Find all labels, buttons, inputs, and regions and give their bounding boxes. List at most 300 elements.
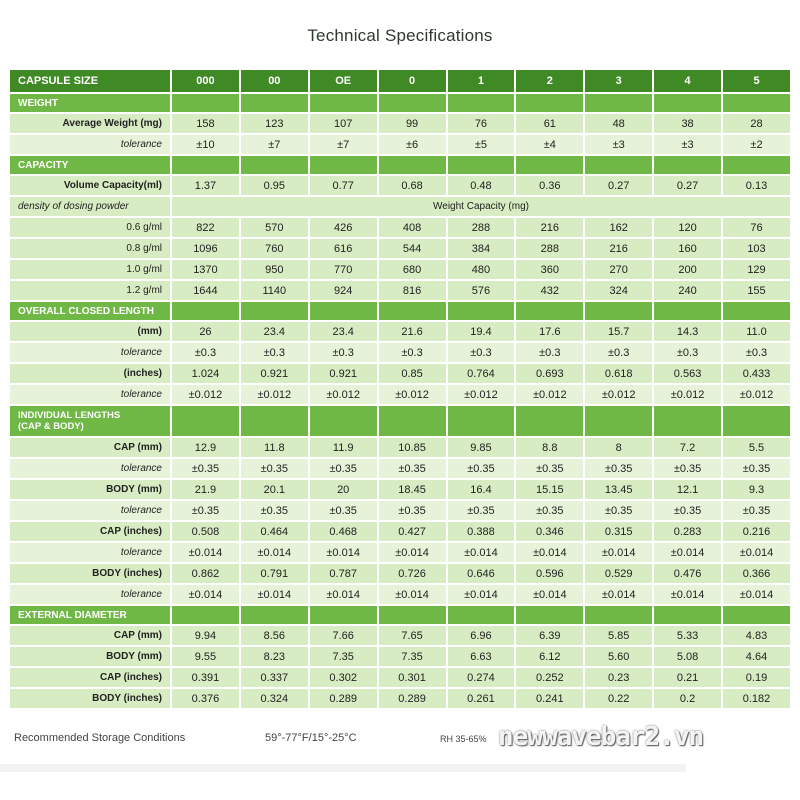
table-cell [172, 406, 239, 436]
table-cell: 28 [723, 114, 790, 133]
table-cell: 38 [654, 114, 721, 133]
table-cell: 0.274 [448, 668, 515, 687]
row-label: BODY (mm) [10, 480, 170, 499]
size-header-cell: 0 [379, 70, 446, 92]
table-cell: 155 [723, 281, 790, 300]
table-cell: 23.4 [241, 322, 308, 341]
table-cell: ±0.014 [448, 543, 515, 562]
table-cell: ±0.012 [172, 385, 239, 404]
table-cell [516, 406, 583, 436]
table-cell: 19.4 [448, 322, 515, 341]
table-cell: 0.563 [654, 364, 721, 383]
table-cell: 576 [448, 281, 515, 300]
table-row [10, 176, 790, 195]
row-label: CAP (inches) [10, 668, 170, 687]
table-cell [585, 94, 652, 112]
section-label: EXTERNAL DIAMETER [10, 606, 170, 624]
table-cell [448, 406, 515, 436]
table-row [10, 585, 790, 604]
table-cell: ±0.014 [172, 543, 239, 562]
size-header-cell: 4 [654, 70, 721, 92]
table-cell: 216 [585, 239, 652, 258]
table-cell [723, 606, 790, 624]
table-cell: 4.83 [723, 626, 790, 645]
table-cell: 0.85 [379, 364, 446, 383]
table-cell: ±0.35 [310, 459, 377, 478]
table-cell [654, 94, 721, 112]
table-cell: 120 [654, 218, 721, 237]
table-cell: ±0.014 [172, 585, 239, 604]
row-label: tolerance [10, 343, 170, 362]
table-cell: 426 [310, 218, 377, 237]
table-cell: 158 [172, 114, 239, 133]
table-row [10, 114, 790, 133]
table-cell: ±6 [379, 135, 446, 154]
table-cell [654, 406, 721, 436]
table-cell: 13.45 [585, 480, 652, 499]
size-header-cell: 000 [172, 70, 239, 92]
table-cell: 0.391 [172, 668, 239, 687]
table-cell: 12.1 [654, 480, 721, 499]
size-header-cell: 5 [723, 70, 790, 92]
table-cell [379, 606, 446, 624]
table-cell: ±0.35 [172, 501, 239, 520]
table-cell: 11.8 [241, 438, 308, 457]
table-cell: 480 [448, 260, 515, 279]
table-cell: 9.3 [723, 480, 790, 499]
section-label [10, 406, 170, 436]
table-cell [172, 302, 239, 320]
table-row [10, 260, 790, 279]
table-cell [241, 302, 308, 320]
table-cell: ±7 [310, 135, 377, 154]
row-label: CAP (mm) [10, 438, 170, 457]
table-cell: 0.596 [516, 564, 583, 583]
row-label: tolerance [10, 501, 170, 520]
table-cell: 1.024 [172, 364, 239, 383]
table-cell: ±0.3 [654, 343, 721, 362]
table-cell: 48 [585, 114, 652, 133]
table-cell: 8 [585, 438, 652, 457]
table-cell: ±0.35 [379, 501, 446, 520]
table-row [10, 302, 790, 320]
table-cell: 123 [241, 114, 308, 133]
table-cell: ±10 [172, 135, 239, 154]
table-cell: 0.301 [379, 668, 446, 687]
table-cell: 0.13 [723, 176, 790, 195]
table-row [10, 564, 790, 583]
table-cell: 200 [654, 260, 721, 279]
table-cell: 1370 [172, 260, 239, 279]
row-label: BODY (inches) [10, 564, 170, 583]
row-label: 0.6 g/ml [10, 218, 170, 237]
table-cell: ±0.35 [448, 459, 515, 478]
table-cell: 822 [172, 218, 239, 237]
table-row [10, 197, 790, 216]
table-cell: ±0.3 [516, 343, 583, 362]
row-label: density of dosing powder [10, 197, 170, 216]
table-cell: 0.464 [241, 522, 308, 541]
table-cell: 324 [585, 281, 652, 300]
table-cell: ±0.014 [585, 585, 652, 604]
table-cell: 0.726 [379, 564, 446, 583]
table-cell: 680 [379, 260, 446, 279]
table-cell: 5.85 [585, 626, 652, 645]
table-cell: 76 [448, 114, 515, 133]
row-label: tolerance [10, 585, 170, 604]
table-cell: ±0.35 [654, 459, 721, 478]
table-cell: 360 [516, 260, 583, 279]
table-cell: 0.22 [585, 689, 652, 708]
table-cell: 0.2 [654, 689, 721, 708]
table-cell: 1096 [172, 239, 239, 258]
table-cell [379, 406, 446, 436]
table-cell: 11.9 [310, 438, 377, 457]
table-cell: 0.182 [723, 689, 790, 708]
table-row [10, 343, 790, 362]
row-label: 1.2 g/ml [10, 281, 170, 300]
table-cell: 408 [379, 218, 446, 237]
table-cell: 7.65 [379, 626, 446, 645]
table-cell: 21.9 [172, 480, 239, 499]
table-cell: 26 [172, 322, 239, 341]
row-label: tolerance [10, 459, 170, 478]
row-label: tolerance [10, 385, 170, 404]
table-cell [516, 94, 583, 112]
table-cell: 816 [379, 281, 446, 300]
size-header-cell: 2 [516, 70, 583, 92]
table-cell [310, 94, 377, 112]
table-cell: 384 [448, 239, 515, 258]
storage-label: Recommended Storage Conditions [14, 732, 186, 744]
table-cell: 8.8 [516, 438, 583, 457]
table-cell: ±0.012 [448, 385, 515, 404]
table-cell: 288 [448, 218, 515, 237]
table-cell: 0.646 [448, 564, 515, 583]
table-row [10, 135, 790, 154]
table-cell: 0.376 [172, 689, 239, 708]
table-cell [241, 406, 308, 436]
table-cell: 0.787 [310, 564, 377, 583]
table-cell: 0.791 [241, 564, 308, 583]
table-cell: 162 [585, 218, 652, 237]
table-cell: 15.7 [585, 322, 652, 341]
table-cell [310, 606, 377, 624]
size-header-cell: 3 [585, 70, 652, 92]
table-cell: ±0.014 [448, 585, 515, 604]
table-cell: ±0.014 [241, 585, 308, 604]
table-cell [448, 606, 515, 624]
table-cell: 0.68 [379, 176, 446, 195]
table-cell: 9.85 [448, 438, 515, 457]
table-cell: 76 [723, 218, 790, 237]
table-cell: ±0.35 [379, 459, 446, 478]
table-cell: 760 [241, 239, 308, 258]
table-row [10, 94, 790, 112]
spec-table [8, 68, 792, 710]
storage-rh: RH 35-65% [440, 734, 487, 744]
table-cell: 160 [654, 239, 721, 258]
table-cell: ±0.012 [723, 385, 790, 404]
table-cell: 0.921 [310, 364, 377, 383]
table-row [10, 406, 790, 436]
table-cell: 9.94 [172, 626, 239, 645]
table-cell: 544 [379, 239, 446, 258]
table-cell [172, 156, 239, 174]
storage-temp: 59°-77°F/15°-25°C [265, 732, 357, 744]
table-cell: ±0.35 [516, 459, 583, 478]
table-cell: 6.39 [516, 626, 583, 645]
table-row [10, 501, 790, 520]
table-cell [379, 302, 446, 320]
header-label: CAPSULE SIZE [10, 70, 170, 92]
table-cell: 1.37 [172, 176, 239, 195]
table-cell: ±0.014 [654, 585, 721, 604]
table-cell: 0.216 [723, 522, 790, 541]
table-cell: ±2 [723, 135, 790, 154]
page-title: Technical Specifications [307, 26, 493, 45]
table-cell: ±0.3 [241, 343, 308, 362]
table-cell: ±0.35 [310, 501, 377, 520]
table-cell [585, 302, 652, 320]
table-row [10, 668, 790, 687]
table-cell: ±0.014 [241, 543, 308, 562]
table-cell: 0.862 [172, 564, 239, 583]
table-cell [379, 94, 446, 112]
table-cell: 924 [310, 281, 377, 300]
table-row [10, 626, 790, 645]
table-row [10, 606, 790, 624]
row-label: BODY (mm) [10, 647, 170, 666]
table-cell: 0.433 [723, 364, 790, 383]
table-cell [516, 606, 583, 624]
table-cell: ±0.014 [310, 543, 377, 562]
table-cell: ±0.35 [241, 501, 308, 520]
row-label: Average Weight (mg) [10, 114, 170, 133]
table-cell: 0.241 [516, 689, 583, 708]
table-cell: ±0.35 [448, 501, 515, 520]
table-cell: 17.6 [516, 322, 583, 341]
table-cell: 7.66 [310, 626, 377, 645]
table-cell: 0.529 [585, 564, 652, 583]
table-cell: ±4 [516, 135, 583, 154]
size-header-cell: OE [310, 70, 377, 92]
table-cell: ±0.3 [172, 343, 239, 362]
table-cell: 99 [379, 114, 446, 133]
table-row [10, 480, 790, 499]
table-cell: ±0.014 [723, 585, 790, 604]
table-row [10, 385, 790, 404]
table-row [10, 459, 790, 478]
table-cell: ±0.012 [310, 385, 377, 404]
table-cell: 0.283 [654, 522, 721, 541]
table-row [10, 322, 790, 341]
table-row [10, 438, 790, 457]
table-cell: ±0.3 [448, 343, 515, 362]
table-cell: 8.56 [241, 626, 308, 645]
table-cell: 288 [516, 239, 583, 258]
table-cell: 9.55 [172, 647, 239, 666]
table-cell: 0.346 [516, 522, 583, 541]
table-cell: 0.19 [723, 668, 790, 687]
table-cell: 12.9 [172, 438, 239, 457]
table-cell: ±0.35 [585, 501, 652, 520]
table-cell: 950 [241, 260, 308, 279]
table-cell: 6.12 [516, 647, 583, 666]
table-cell [585, 406, 652, 436]
table-cell: 0.427 [379, 522, 446, 541]
table-cell: 240 [654, 281, 721, 300]
table-cell: 0.261 [448, 689, 515, 708]
table-cell: 0.693 [516, 364, 583, 383]
table-cell: 18.45 [379, 480, 446, 499]
table-cell: ±0.3 [723, 343, 790, 362]
table-cell [448, 94, 515, 112]
table-cell: 10.85 [379, 438, 446, 457]
table-cell: 0.27 [654, 176, 721, 195]
row-label: CAP (inches) [10, 522, 170, 541]
table-cell: 5.5 [723, 438, 790, 457]
table-cell [310, 406, 377, 436]
table-cell [516, 156, 583, 174]
table-cell: 0.337 [241, 668, 308, 687]
table-cell: 0.508 [172, 522, 239, 541]
table-cell [585, 156, 652, 174]
table-cell: 5.08 [654, 647, 721, 666]
span-label: Weight Capacity (mg) [172, 197, 790, 216]
table-cell: 61 [516, 114, 583, 133]
table-cell: ±0.014 [585, 543, 652, 562]
table-cell: 0.324 [241, 689, 308, 708]
table-cell: 7.35 [379, 647, 446, 666]
table-cell: 0.36 [516, 176, 583, 195]
table-cell: ±0.012 [585, 385, 652, 404]
table-cell: 0.388 [448, 522, 515, 541]
table-cell: ±0.35 [516, 501, 583, 520]
table-cell: 570 [241, 218, 308, 237]
size-header-cell: 00 [241, 70, 308, 92]
row-label: tolerance [10, 543, 170, 562]
table-cell [654, 156, 721, 174]
table-cell: ±0.012 [241, 385, 308, 404]
table-row [10, 543, 790, 562]
table-cell: 0.289 [379, 689, 446, 708]
table-cell: 15.15 [516, 480, 583, 499]
section-label-line2: (CAP & BODY) [18, 421, 84, 432]
table-cell: 0.921 [241, 364, 308, 383]
table-cell: ±0.3 [310, 343, 377, 362]
table-row [10, 364, 790, 383]
section-label: CAPACITY [10, 156, 170, 174]
table-cell: 1140 [241, 281, 308, 300]
table-row [10, 689, 790, 708]
table-cell: 0.468 [310, 522, 377, 541]
table-cell [448, 302, 515, 320]
row-label: 0.8 g/ml [10, 239, 170, 258]
table-cell [585, 606, 652, 624]
row-label: (mm) [10, 322, 170, 341]
table-cell: 103 [723, 239, 790, 258]
row-label: BODY (inches) [10, 689, 170, 708]
table-cell: 20.1 [241, 480, 308, 499]
section-label: WEIGHT [10, 94, 170, 112]
table-cell: 5.60 [585, 647, 652, 666]
row-label: CAP (mm) [10, 626, 170, 645]
row-label: Volume Capacity(ml) [10, 176, 170, 195]
table-cell: 0.48 [448, 176, 515, 195]
table-cell: 432 [516, 281, 583, 300]
table-cell [723, 94, 790, 112]
table-cell: ±0.014 [379, 543, 446, 562]
table-cell [723, 156, 790, 174]
table-cell [654, 606, 721, 624]
table-cell: ±0.014 [723, 543, 790, 562]
table-row [10, 522, 790, 541]
table-row [10, 218, 790, 237]
table-cell: 0.23 [585, 668, 652, 687]
table-cell: ±0.35 [172, 459, 239, 478]
table-cell: 1644 [172, 281, 239, 300]
table-cell: 0.252 [516, 668, 583, 687]
row-label: (inches) [10, 364, 170, 383]
table-cell: 0.366 [723, 564, 790, 583]
bottom-divider [0, 764, 686, 772]
table-cell: 5.33 [654, 626, 721, 645]
table-cell: ±0.012 [379, 385, 446, 404]
table-cell: ±5 [448, 135, 515, 154]
table-cell: ±0.35 [723, 459, 790, 478]
table-cell: 14.3 [654, 322, 721, 341]
table-row [10, 281, 790, 300]
table-cell: 770 [310, 260, 377, 279]
table-cell: 8.23 [241, 647, 308, 666]
table-cell [379, 156, 446, 174]
table-cell: ±0.014 [310, 585, 377, 604]
size-header-cell: 1 [448, 70, 515, 92]
table-cell: 20 [310, 480, 377, 499]
row-label: 1.0 g/ml [10, 260, 170, 279]
table-cell: 6.96 [448, 626, 515, 645]
table-cell: 216 [516, 218, 583, 237]
table-cell [516, 302, 583, 320]
table-cell: ±7 [241, 135, 308, 154]
table-cell: 0.618 [585, 364, 652, 383]
table-cell: 129 [723, 260, 790, 279]
table-cell [172, 94, 239, 112]
table-cell [310, 156, 377, 174]
table-cell [241, 94, 308, 112]
table-cell: 270 [585, 260, 652, 279]
table-cell: ±0.35 [241, 459, 308, 478]
table-cell [654, 302, 721, 320]
table-cell [448, 156, 515, 174]
watermark-text: newwavebar2.vn [498, 722, 704, 752]
table-cell: 0.95 [241, 176, 308, 195]
table-row [10, 239, 790, 258]
table-cell: ±0.014 [379, 585, 446, 604]
section-label: OVERALL CLOSED LENGTH [10, 302, 170, 320]
table-cell [241, 606, 308, 624]
table-cell: ±0.3 [585, 343, 652, 362]
row-label: tolerance [10, 135, 170, 154]
table-cell: ±0.3 [379, 343, 446, 362]
table-cell: 21.6 [379, 322, 446, 341]
table-cell: 0.476 [654, 564, 721, 583]
table-cell [241, 156, 308, 174]
table-cell: ±0.35 [585, 459, 652, 478]
table-cell: ±3 [585, 135, 652, 154]
table-cell: 7.35 [310, 647, 377, 666]
